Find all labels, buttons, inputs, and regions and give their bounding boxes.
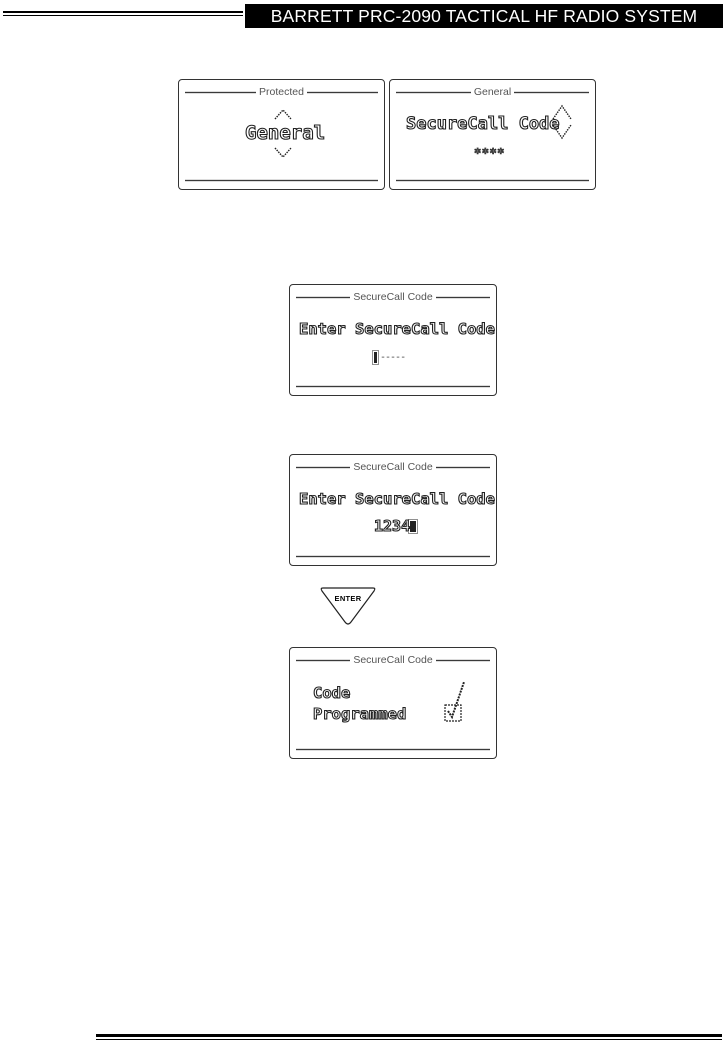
lcd-bottom-rule	[296, 555, 490, 558]
down-arrow-icon	[551, 124, 573, 140]
lcd-title: Protected	[259, 86, 304, 98]
lcd-bottom-rule	[296, 748, 490, 751]
confirm-line-1: Code	[313, 684, 351, 702]
lcd-general-screen	[389, 79, 596, 190]
lcd-title-bar	[296, 461, 490, 473]
lcd-bottom-rule	[185, 179, 378, 182]
prompt-text: Enter SecureCall Code	[299, 320, 495, 338]
enter-key-label: ENTER	[334, 594, 362, 603]
code-entry-field	[372, 349, 405, 365]
lcd-title-bar	[296, 291, 490, 303]
down-arrow-icon	[273, 147, 293, 159]
lcd-title: SecureCall Code	[353, 461, 433, 473]
lcd-title-bar	[185, 86, 378, 98]
lcd-title-bar	[296, 654, 490, 666]
code-value: 1234	[374, 517, 411, 535]
code-placeholder: -----	[380, 351, 406, 363]
lcd-protected-screen	[178, 79, 385, 190]
cursor-block-icon	[372, 350, 379, 365]
menu-item-text: SecureCall Code	[406, 114, 560, 134]
cursor-block-icon	[408, 519, 418, 534]
lcd-code-programmed	[289, 647, 497, 759]
enter-key-button[interactable]	[319, 584, 377, 626]
lcd-title: General	[473, 86, 512, 98]
page-header	[0, 0, 726, 28]
enter-key-icon	[319, 584, 377, 626]
code-entry-field	[374, 516, 418, 536]
menu-item-text: General	[245, 122, 326, 144]
up-arrow-icon	[551, 104, 573, 120]
header-rule	[3, 11, 243, 13]
masked-code-value: ****	[474, 146, 505, 160]
prompt-text: Enter SecureCall Code	[299, 490, 495, 508]
lcd-code-entry-filled	[289, 454, 497, 566]
checkbox-check-icon	[442, 679, 468, 723]
up-arrow-icon	[273, 108, 293, 120]
lcd-bottom-rule	[296, 385, 490, 388]
lcd-title-bar	[396, 86, 589, 98]
lcd-title: SecureCall Code	[353, 291, 433, 303]
lcd-title: SecureCall Code	[353, 654, 433, 666]
confirm-line-2: Programmed	[313, 705, 407, 723]
lcd-bottom-rule	[396, 179, 589, 182]
lcd-code-entry-empty	[289, 284, 497, 396]
footer-rule	[96, 1034, 722, 1037]
header-title: BARRETT PRC-2090 TACTICAL HF RADIO SYSTEM	[245, 4, 723, 28]
